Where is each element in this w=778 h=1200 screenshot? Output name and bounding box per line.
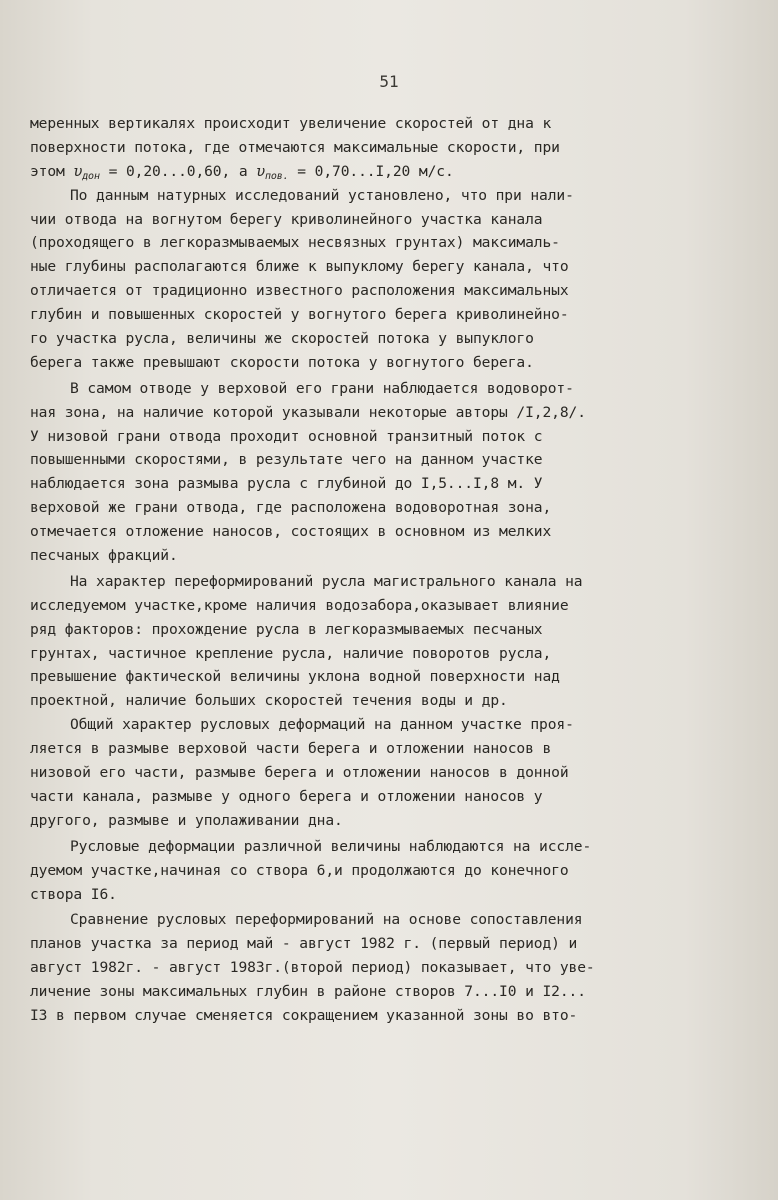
text-line: берега также превышают скорости потока у вогнутого берега. (30, 353, 534, 371)
paragraph-start: По данным натурных исследований установлено, что при нали- (70, 186, 574, 204)
paragraph-start: Общий характер русловых деформаций на данном участке проя- (70, 716, 574, 734)
velocity-subscript: дон (82, 170, 100, 182)
text-line: поверхности потока, где отмечаются максимальные скорости, при (30, 138, 560, 156)
text-line: повышенными скоростями, в результате чего на данном участке (30, 451, 543, 469)
text-line: ряд факторов: прохождение русла в легкоразмываемых песчаных (30, 620, 543, 638)
formula-line (30, 160, 750, 184)
paragraph-start: На характер переформирований русла магистрального канала на (70, 572, 583, 590)
formula-value: = 0,70...I,20 м/с. (288, 162, 454, 180)
page-number: 51 (379, 72, 399, 91)
paragraph-start: Русловые деформации различной величины наблюдаются на иссле- (70, 837, 592, 855)
text-line: низовой его части, размыве берега и отложении наносов в донной (30, 764, 569, 782)
text-fragment: этом (30, 162, 74, 180)
text-line: август 1982г. - август 1983г.(второй период) показывает, что уве- (30, 959, 595, 977)
text-line: отличается от традиционно известного расположения максимальных (30, 282, 569, 300)
text-line: исследуемом участке,кроме наличия водозабора,оказывает влияние (30, 596, 569, 614)
text-line: ная зона, на наличие которой указывали некоторые авторы /I,2,8/. (30, 403, 586, 421)
velocity-symbol: υ (256, 162, 265, 180)
paragraph-start: В самом отводе у верховой его грани наблюдается водоворот- (70, 379, 574, 397)
text-line: части канала, размыве у одного берега и отложении наносов у (30, 787, 543, 805)
text-line: го участка русла, величины же скоростей потока у выпуклого (30, 330, 534, 348)
text-line: чии отвода на вогнутом берегу криволинейного участка канала (30, 210, 543, 228)
text-line: грунтах, частичное крепление русла, наличие поворотов русла, (30, 644, 552, 662)
text-line: ные глубины располагаются ближе к выпуклому берегу канала, что (30, 258, 569, 276)
velocity-symbol: υ (73, 162, 83, 180)
text-line: личение зоны максимальных глубин в районе створов 7...I0 и I2... (30, 983, 586, 1001)
text-line: планов участка за период май - август 1982 г. (первый период) и (30, 935, 578, 953)
paragraph-start: Сравнение русловых переформирований на основе сопоставления (70, 911, 583, 929)
text-line: дуемом участке,начиная со створа 6,и продолжаются до конечного (30, 861, 569, 879)
text-line: превышение фактической величины уклона водной поверхности над (30, 668, 560, 686)
text-line: (проходящего в легкоразмываемых несвязных грунтах) максималь- (30, 234, 560, 252)
text-line: I3 в первом случае сменяется сокращением указанной зоны во вто- (30, 1006, 578, 1024)
velocity-subscript: пов. (264, 170, 289, 182)
text-line: створа I6. (30, 885, 117, 903)
text-line: проектной, наличие больших скоростей течения воды и др. (30, 692, 508, 710)
text-line: глубин и повышенных скоростей у вогнутого берега криволинейно- (30, 306, 569, 324)
text-line: наблюдается зона размыва русла с глубиной до I,5...I,8 м. У (30, 475, 543, 493)
document-body (30, 112, 750, 1028)
text-line: другого, размыве и уполаживании дна. (30, 811, 343, 829)
text-line: ляется в размыве верховой части берега и отложении наносов в (30, 740, 552, 758)
text-line: отмечается отложение наносов, состоящих в основном из мелких (30, 523, 552, 541)
formula-value: = 0,20...0,60, а (99, 162, 257, 180)
text-line: У низовой грани отвода проходит основной транзитный поток с (30, 427, 543, 445)
text-line: песчаных фракций. (30, 547, 178, 565)
text-line: меренных вертикалях происходит увеличение скоростей от дна к (30, 115, 552, 132)
text-line: верховой же грани отвода, где расположена водоворотная зона, (30, 499, 552, 517)
